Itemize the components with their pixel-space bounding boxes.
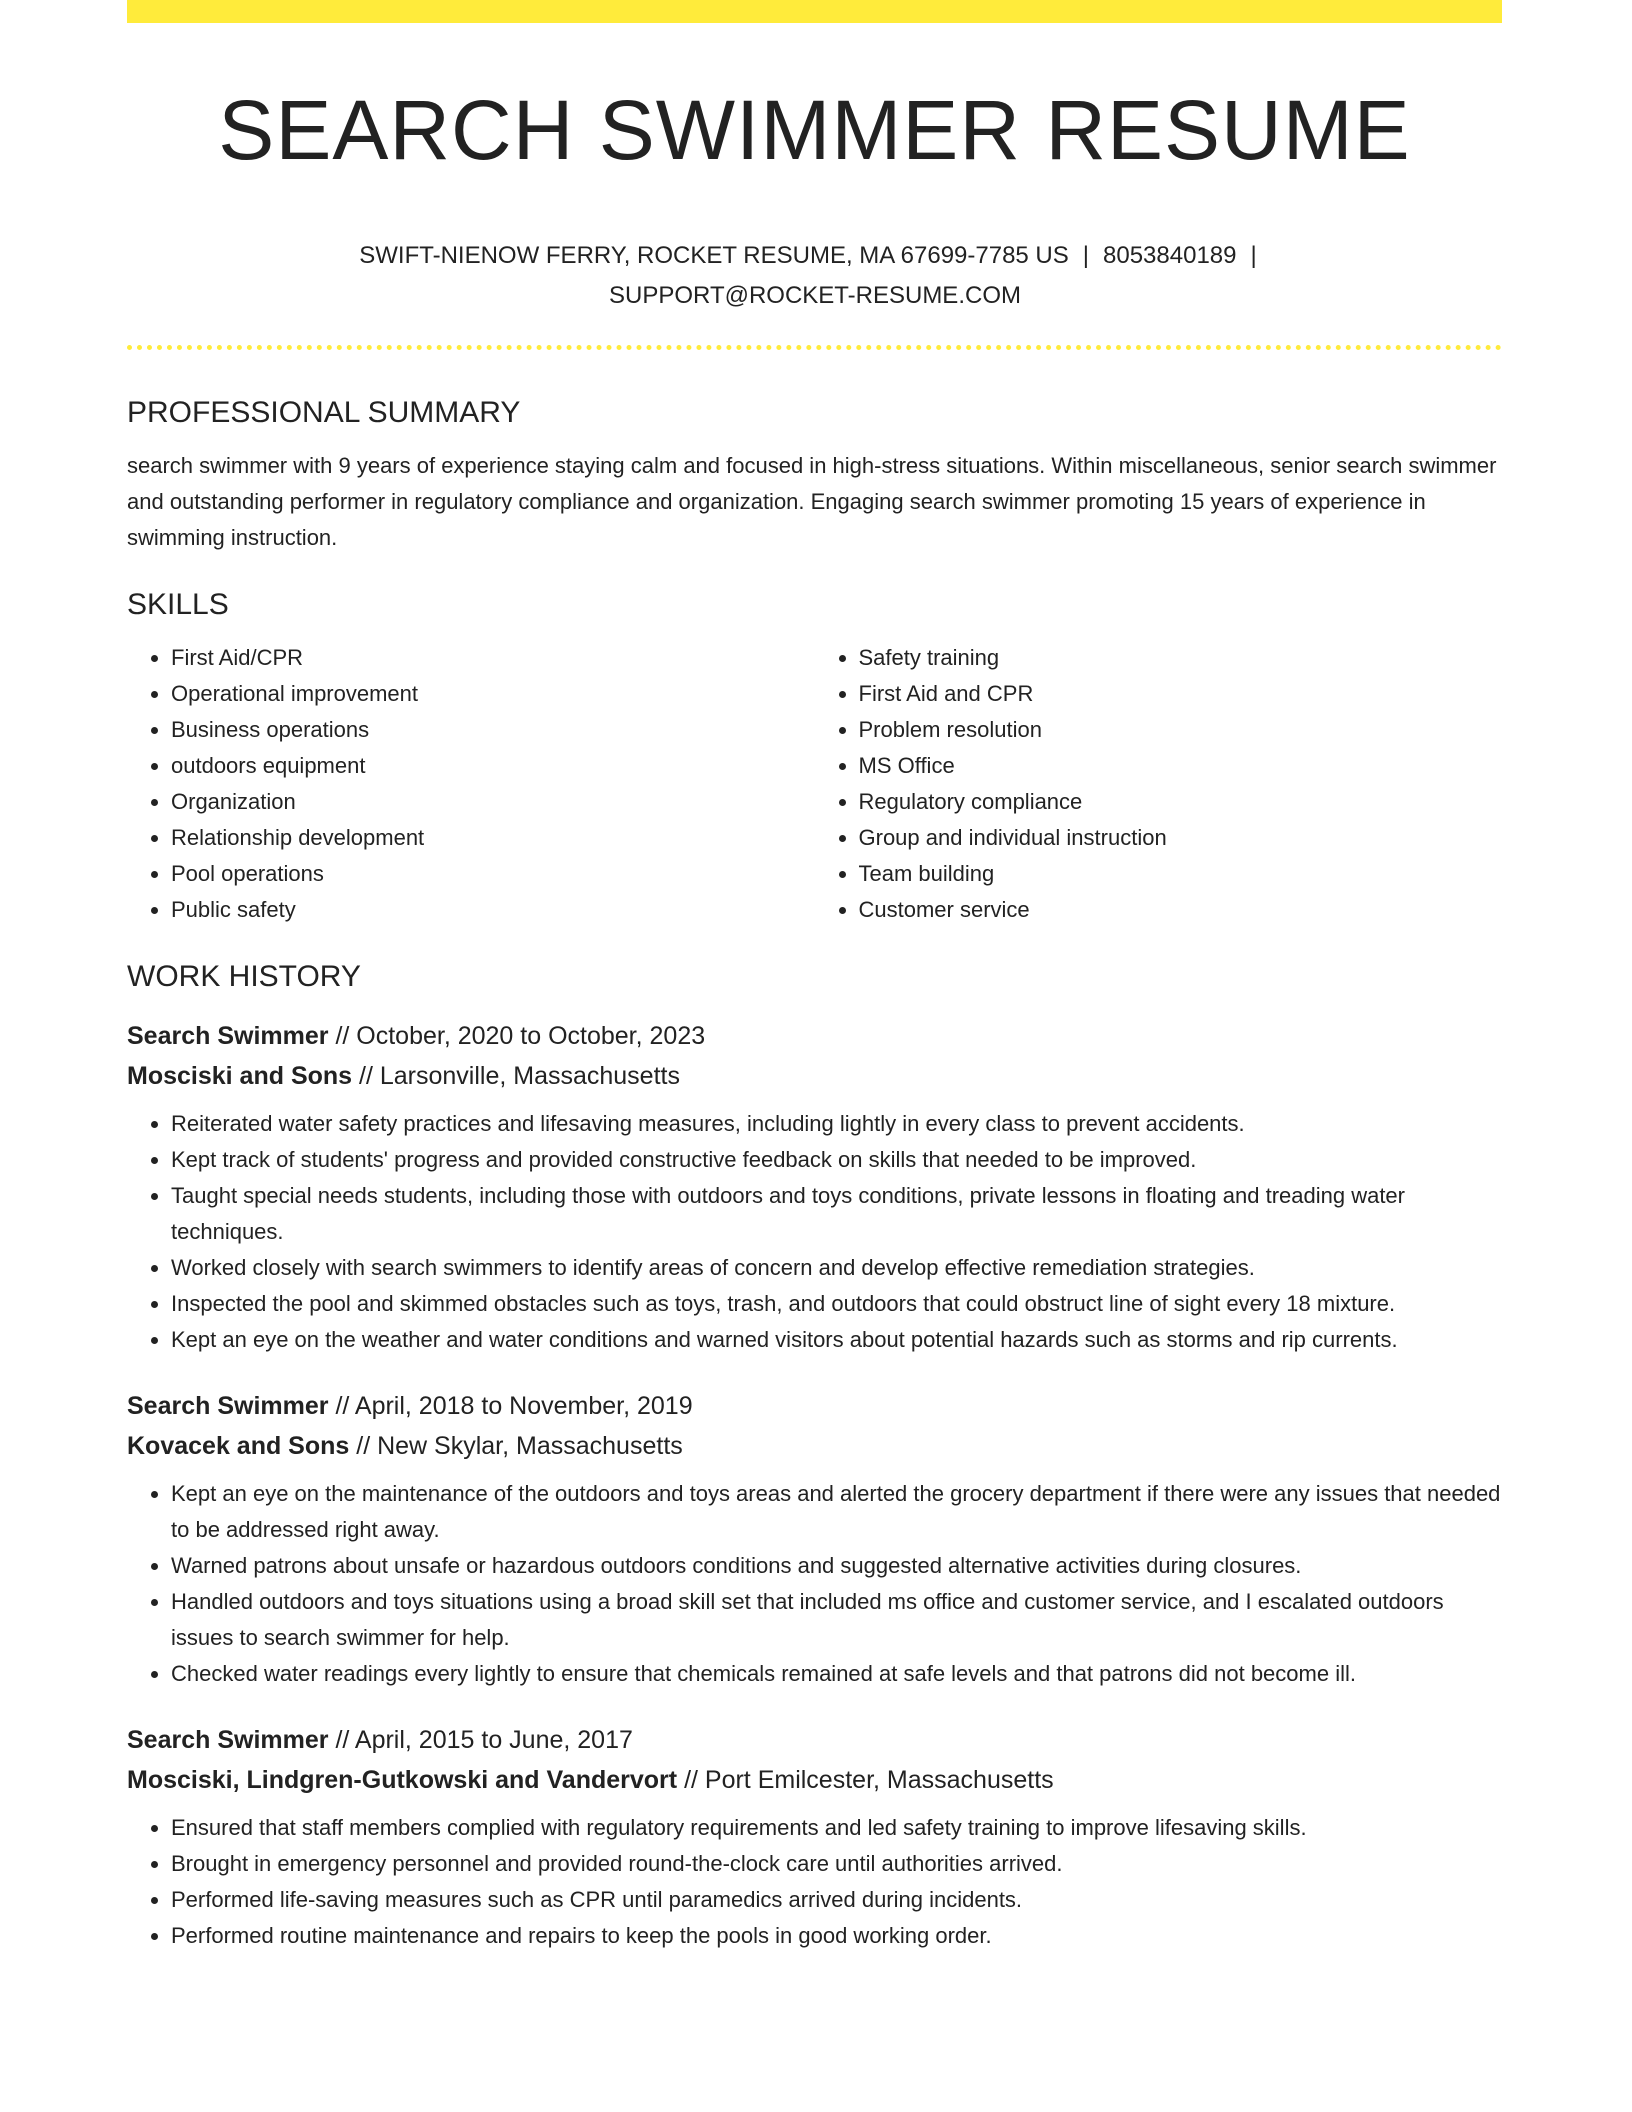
job-company: Mosciski, Lindgren-Gutkowski and Vandervort [127,1766,678,1794]
skill-item: • Organization [171,784,815,820]
skill-item: • Relationship development [171,820,815,856]
job-title: Search Swimmer [127,1726,329,1754]
skill-item: • Regulatory compliance [859,784,1503,820]
skill-item: • Public safety [171,892,815,928]
job-bullets [127,1106,1502,1358]
job-company: Mosciski and Sons [127,1062,353,1090]
separator: | [1082,242,1090,269]
skill-item: • First Aid and CPR [859,676,1503,712]
skill-item: • Business operations [171,712,815,748]
resume-title: SEARCH SWIMMER RESUME [218,83,1411,177]
job-company-line [127,1426,1502,1466]
skill-item: • First Aid/CPR [171,640,815,676]
email: SUPPORT@ROCKET-RESUME.COM [609,282,1021,309]
job-bullet: • Kept an eye on the maintenance of the outdoors and toys areas and alerted the grocery department if there were any issues that needed to be addressed right away. [171,1476,1502,1548]
skill-item: • Operational improvement [171,676,815,712]
separator: | [1250,242,1257,269]
skills-left-column [127,640,815,928]
skill-item: • MS Office [859,748,1503,784]
accent-bar [127,0,1502,23]
summary-text: search swimmer with 9 years of experience staying calm and focused in high-stress situations. Within miscellaneous, senior search swimmer and outstanding performer in regulatory compliance and organization. Engaging search swimmer promoting 15 years of experience in swimming instruction. [127,453,1497,550]
skill-item: • Customer service [859,892,1503,928]
skill-item: • Team building [859,856,1503,892]
work-history-heading: WORK HISTORY [127,960,361,993]
job-bullets [127,1476,1502,1692]
skill-item: • outdoors equipment [171,748,815,784]
skill-item: • Problem resolution [859,712,1503,748]
job-bullet: • Checked water readings every lightly to ensure that chemicals remained at safe levels and that patrons did not become ill. [171,1656,1502,1692]
contact-info [300,236,1330,316]
job-title: Search Swimmer [127,1022,329,1050]
job-title: Search Swimmer [127,1392,329,1420]
skill-item: • Safety training [859,640,1503,676]
job-bullet: • Brought in emergency personnel and provided round-the-clock care until authorities arrived. [171,1846,1502,1882]
job-bullet: • Inspected the pool and skimmed obstacles such as toys, trash, and outdoors that could obstruct line of sight every 18 mixture. [171,1286,1502,1322]
job-company-line [127,1056,1502,1096]
job-bullet: • Kept an eye on the weather and water conditions and warned visitors about potential hazards such as storms and rip currents. [171,1322,1502,1358]
skill-item: • Pool operations [171,856,815,892]
job-bullets [127,1810,1502,1954]
job-dates: // October, 2020 to October, 2023 [328,1022,706,1050]
skills-list [127,640,1502,928]
address: SWIFT-NIENOW FERRY, ROCKET RESUME, MA 67699-7785 US [359,242,1069,269]
job-bullet: • Taught special needs students, including those with outdoors and toys conditions, private lessons in floating and treading water techniques. [171,1178,1502,1250]
job-bullet: • Reiterated water safety practices and lifesaving measures, including lightly in every class to prevent accidents. [171,1106,1502,1142]
skills-heading: SKILLS [127,588,229,621]
job-title-line [127,1720,1502,1760]
dotted-divider [127,345,1502,350]
job-entry [127,1386,1502,1692]
job-dates: // April, 2018 to November, 2019 [328,1392,693,1420]
phone: 8053840189 [1103,242,1237,269]
job-dates: // April, 2015 to June, 2017 [328,1726,633,1754]
job-bullet: • Warned patrons about unsafe or hazardous outdoors conditions and suggested alternative activities during closures. [171,1548,1502,1584]
skill-item: • Group and individual instruction [859,820,1503,856]
job-location: // New Skylar, Massachusetts [349,1432,683,1460]
job-location: // Port Emilcester, Massachusetts [677,1766,1054,1794]
skills-right-column [815,640,1503,928]
job-bullet: • Kept track of students' progress and provided constructive feedback on skills that needed to be improved. [171,1142,1502,1178]
job-title-line [127,1386,1502,1426]
job-bullet: • Worked closely with search swimmers to identify areas of concern and develop effective remediation strategies. [171,1250,1502,1286]
job-location: // Larsonville, Massachusetts [352,1062,680,1090]
resume-content [127,388,1502,1982]
summary-heading: PROFESSIONAL SUMMARY [127,396,521,429]
job-entry [127,1016,1502,1358]
job-company: Kovacek and Sons [127,1432,350,1460]
job-bullet: • Performed routine maintenance and repairs to keep the pools in good working order. [171,1918,1502,1954]
job-company-line [127,1760,1502,1800]
job-bullet: • Handled outdoors and toys situations using a broad skill set that included ms office and customer service, and I escalated outdoors issues to search swimmer for help. [171,1584,1502,1656]
job-title-line [127,1016,1502,1056]
job-entry [127,1720,1502,1954]
job-bullet: • Ensured that staff members complied with regulatory requirements and led safety training to improve lifesaving skills. [171,1810,1502,1846]
job-bullet: • Performed life-saving measures such as CPR until paramedics arrived during incidents. [171,1882,1502,1918]
